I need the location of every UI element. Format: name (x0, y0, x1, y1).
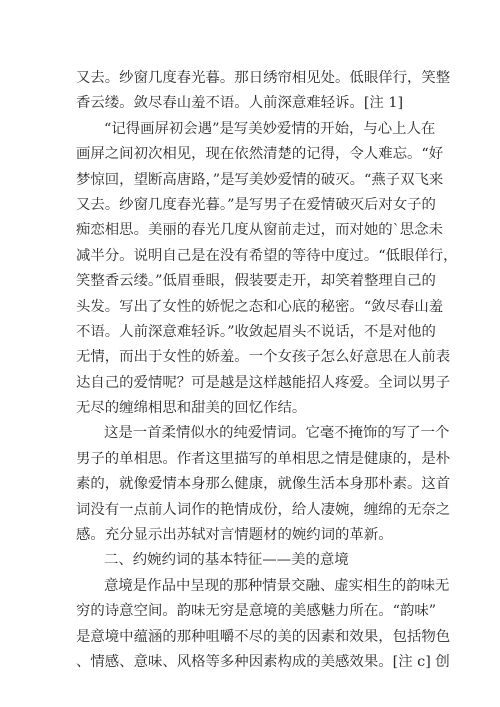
text-line: 穷的诗意空间。韵味无穷是意境的美感魅力所在。“韵味” (76, 603, 437, 620)
document-body (76, 66, 458, 675)
analysis-paragraph (76, 117, 458, 422)
text-line: 意境是作品中呈现的那种情景交融、虚实相生的韵味无 (104, 577, 450, 594)
text-line: “记得画屏初会遇”是写美妙爱情的开始，与心上人在 (104, 120, 436, 137)
section-heading (76, 548, 428, 573)
text-line: 词没有一点前人词作的艳情成份，给人凄婉，缠绵的无奈之 (76, 501, 451, 518)
text-line: 素的，就像爱情本身那么健康，就像生活本身那朴素。这首 (76, 476, 451, 493)
text-line: 这是一首柔情似水的纯爱情词。它毫不掩饰的写了一个 (104, 425, 450, 442)
text-line: 无情，而出于女性的娇羞。一个女孩子怎么好意思在人前表 (76, 349, 451, 366)
commentary-paragraph (76, 421, 451, 548)
text-line: 达自己的爱情呢？可是越是这样越能招人疼爱。全词以男子 (76, 374, 451, 391)
text-line: 不语。人前深意难轻诉。”收敛起眉头不说话，不是对他的 (76, 323, 436, 340)
text-line: 痴恋相思。美丽的春光几度从窗前走过，而对她的`思念未 (76, 222, 443, 239)
text-line: 无尽的缠绵相思和甜美的回忆作结。 (76, 400, 307, 417)
text-line: 男子的单相思。作者这里描写的单相思之情是健康的，是朴 (76, 450, 451, 467)
text-line: 梦惊回，望断高唐路，”是写美妙爱情的破灭。“燕子双飞来 (76, 171, 444, 188)
text-line: 是意境中蕴涵的那种咀嚼不尽的美的因素和效果，包括物色 (76, 628, 451, 645)
text-line: 又去。纱窗几度春光暮。那日绣帘相见处。低眼佯行，笑整 (76, 70, 451, 86)
poem-paragraph (76, 66, 451, 117)
text-line: 头发。写出了女性的娇怩之态和心底的秘密。“敛尽春山羞 (76, 298, 444, 315)
text-line: 又去。纱窗几度春光暮。”是写男子在爱情破灭后对女子的 (76, 196, 436, 213)
definition-paragraph (76, 574, 451, 676)
text-line: 减半分。说明自己是在没有希望的等待中度过。“低眼佯行， (76, 247, 458, 264)
text-line: 感。充分显示出苏轼对言情题材的婉约词的革新。 (76, 527, 393, 544)
text-line: 笑整香云缕。”低眉垂眼，假装要走开，却笑着整理自己的 (76, 273, 436, 290)
text-line: 画屏之间初次相见，现在依然清楚的记得，令人难忘。“好 (76, 146, 444, 163)
text-line: 香云缕。敛尽春山羞不语。人前深意难轻诉。[注 1] (76, 95, 404, 112)
text-line: 、情感、意味、风格等多种因素构成的美感效果。[注 c] 创 (76, 653, 450, 670)
section-heading-text: 二、约婉约词的基本特征——美的意境 (104, 552, 349, 569)
